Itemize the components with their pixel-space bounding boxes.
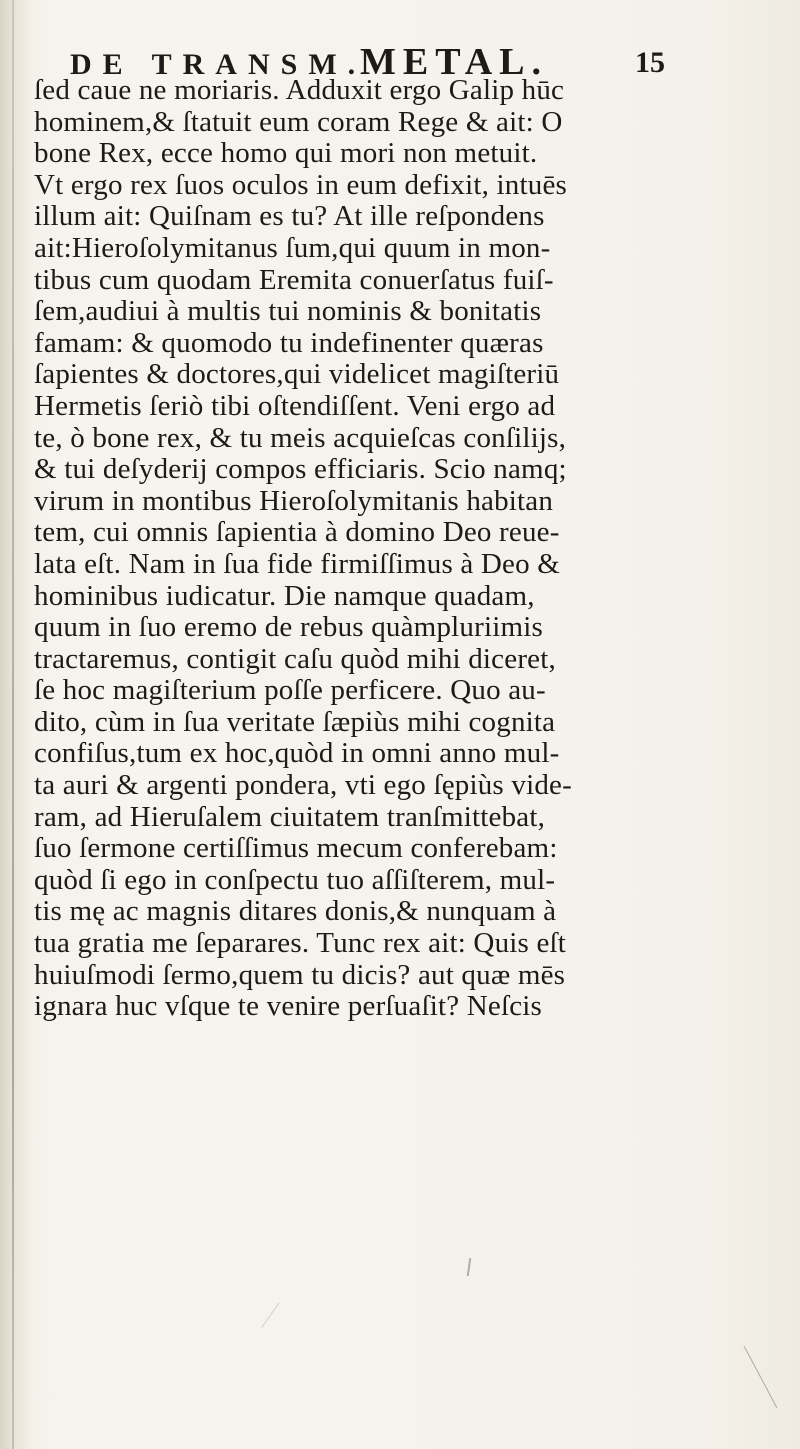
text-line: lata eſt. Nam in ſua fide firmiſſimus à Deo & bbox=[34, 548, 561, 580]
text-line: ſed caue ne moriaris. Adduxit ergo Galip hūc bbox=[34, 75, 565, 106]
text-line: tibus cum quodam Eremita conuerſatus fuiſ- bbox=[34, 264, 554, 296]
ink-mark bbox=[744, 1346, 778, 1408]
running-title-right: METAL. bbox=[360, 41, 549, 83]
text-line: ram, ad Hieruſalem ciuitatem tranſmittebat, bbox=[34, 801, 546, 833]
text-line: illum ait: Quiſnam es tu? At ille reſpondens bbox=[34, 201, 545, 233]
gutter-shadow-line bbox=[12, 0, 14, 1449]
text-line: Vt ergo rex ſuos oculos in eum defixit, intuēs bbox=[34, 169, 567, 201]
text-line: tractaremus, contigit caſu quòd mihi diceret, bbox=[34, 643, 556, 675]
text-line: famam: & quomodo tu indefinenter quæras bbox=[34, 327, 544, 359]
running-title-left: DE TRANSM. bbox=[70, 48, 367, 81]
text-line: ſe hoc magiſterium poſſe perficere. Quo au- bbox=[34, 675, 546, 707]
page-number: 15 bbox=[635, 46, 665, 79]
text-line: quum in ſuo eremo de rebus quàmpluriimis bbox=[34, 612, 543, 644]
text-line: & tui deſyderij compos efficiaris. Scio namq; bbox=[34, 454, 567, 486]
text-line: bone Rex, ecce homo qui mori non metuit. bbox=[34, 138, 538, 170]
text-line: ſapientes & doctores,qui videlicet magiſteriū bbox=[34, 359, 560, 391]
text-line: te, ò bone rex, & tu meis acquieſcas conſilijs, bbox=[34, 422, 567, 454]
text-line: ait:Hieroſolymitanus ſum,qui quum in mon- bbox=[34, 232, 551, 264]
text-line: ſuo ſermone certiſſimus mecum conferebam: bbox=[34, 833, 558, 865]
text-line: virum in montibus Hieroſolymitanis habitan bbox=[34, 485, 554, 517]
text-line: tis mę ac magnis ditares donis,& nunquam à bbox=[34, 896, 557, 928]
text-line: ignara huc vſque te venire perſuaſit? Neſcis bbox=[34, 991, 543, 1023]
text-line: tem, cui omnis ſapientia à domino Deo reue- bbox=[34, 517, 560, 549]
text-line: hominibus iudicatur. Die namque quadam, bbox=[34, 580, 535, 612]
text-line: ta auri & argenti pondera, vti ego ſępiùs vide- bbox=[34, 770, 572, 802]
ink-mark bbox=[467, 1258, 471, 1276]
main-text bbox=[34, 75, 774, 1023]
text-line: Hermetis ſeriò tibi oſtendiſſent. Veni ergo ad bbox=[34, 390, 556, 422]
text-line: confiſus,tum ex hoc,quòd in omni anno mul- bbox=[34, 738, 560, 770]
text-line: quòd ſi ego in conſpectu tuo aſſiſterem, mul- bbox=[34, 864, 556, 896]
text-line: hominem,& ſtatuit eum coram Rege & ait: O bbox=[34, 106, 563, 138]
text-line: huiuſmodi ſermo,quem tu dicis? aut quæ mēs bbox=[34, 959, 566, 991]
text-line: tua gratia me ſeparares. Tunc rex ait: Quis eſt bbox=[34, 928, 567, 960]
page-gutter bbox=[0, 0, 34, 1449]
text-line: ſem,audiui à multis tui nominis & bonitatis bbox=[34, 296, 542, 328]
text-line: dito, cùm in ſua veritate ſæpiùs mihi cognita bbox=[34, 706, 556, 738]
ink-mark bbox=[261, 1302, 279, 1327]
